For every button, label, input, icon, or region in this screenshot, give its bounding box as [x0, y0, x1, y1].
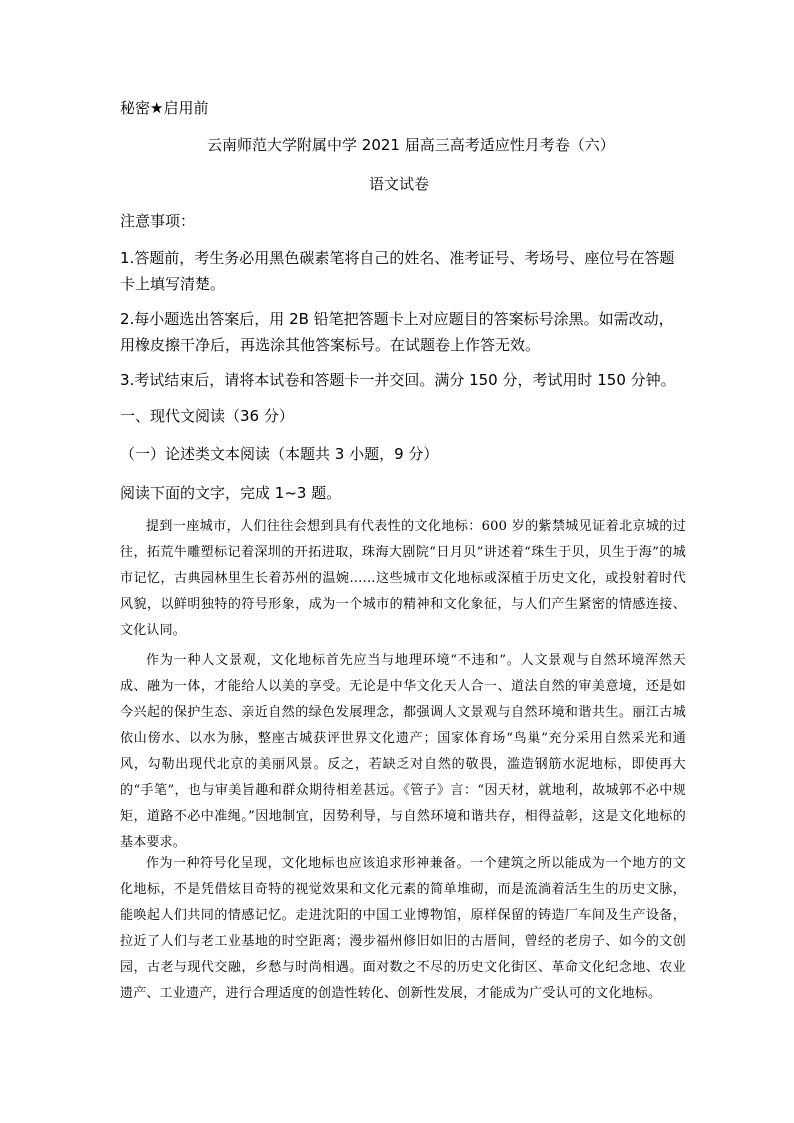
subsection-heading: （一）论述类文本阅读（本题共 3 小题，9 分）	[120, 445, 439, 463]
notice-item-3: 3.考试结束后，请将本试卷和答题卡一并交回。满分 150 分，考试用时 150 分钟。	[120, 371, 676, 389]
reading-instruction: 阅读下面的文字，完成 1~3 题。	[120, 484, 342, 502]
passage-paragraph-3: 作为一种符号化呈现，文化地标也应该追求形神兼备。一个建筑之所以能成为一个地方的文化地标，不是凭借炫目奇特的视觉效果和文化元素的简单堆砌，而是流淌着活生生的历史文脉，能唤起人们共同的情感记忆。走进沈阳的中国工业博物馆，原样保留的铸造厂车间及生产设备，拉近了人们与老工业基地的时空距离；漫步福州修旧如旧的古厝间，曾经的老房子、如今的文创园，古老与现代交融，乡愁与时尚相遇。面对数之不尽的历史文化街区、革命文化纪念地、农业遗产、工业遗产，进行合理适度的创造性转化、创新性发展，才能成为广受认可的文化地标。	[120, 856, 686, 1001]
exam-title: 云南师范大学附属中学 2021 届高三高考适应性月考卷（六）	[207, 136, 615, 154]
notice-item-1: 1.答题前，考生务必用黑色碳素笔将自己的姓名、准考证号、考场号、座位号在答题卡上填写清楚。	[120, 249, 675, 293]
subject-title: 语文试卷	[369, 175, 430, 193]
section-heading: 一、现代文阅读（36 分）	[120, 407, 294, 425]
passage-paragraph-1: 提到一座城市，人们往往会想到具有代表性的文化地标：600 岁的紫禁城见证着北京城的过往，拓荒牛雕塑标记着深圳的开拓进取，珠海大剧院“日月贝”讲述着“珠生于贝，贝生于海”的城市记忆，古典园林里生长着苏州的温婉……这些城市文化地标或深植于历史文化，或投射着时代风貌，以鲜明独特的符号形象，成为一个城市的精神和文化象征，与人们产生紧密的情感连接、文化认同。	[120, 519, 686, 638]
secret-mark: 秘密★启用前	[120, 99, 209, 117]
notice-item-2: 2.每小题选出答案后，用 2B 铅笔把答题卡上对应题目的答案标号涂黑。如需改动，用橡皮擦干净后，再选涂其他答案标号。在试题卷上作答无效。	[120, 310, 674, 354]
passage-paragraph-2: 作为一种人文景观，文化地标首先应当与地理环境“不违和”。人文景观与自然环境浑然天成、融为一体，才能给人以美的享受。无论是中华文化天人合一、道法自然的审美意境，还是如今兴起的保护生态、亲近自然的绿色发展理念，都强调人文景观与自然环境和谐共生。丽江古城依山傍水、以水为脉，整座古城获评世界文化遗产；国家体育场“鸟巢”充分采用自然采光和通风，勾勒出现代北京的美丽风景。反之，若缺乏对自然的敬畏，滥造钢筋水泥地标，即使再大的“手笔”，也与审美旨趣和群众期待相差甚远。《管子》言：“因天材，就地利，故城郭不必中规矩，道路不必中准绳。”因地制宜，因势利导，与自然环境和谐共存，相得益彰，这是文化地标的基本要求。	[120, 653, 686, 850]
notice-heading: 注意事项：	[120, 212, 196, 230]
